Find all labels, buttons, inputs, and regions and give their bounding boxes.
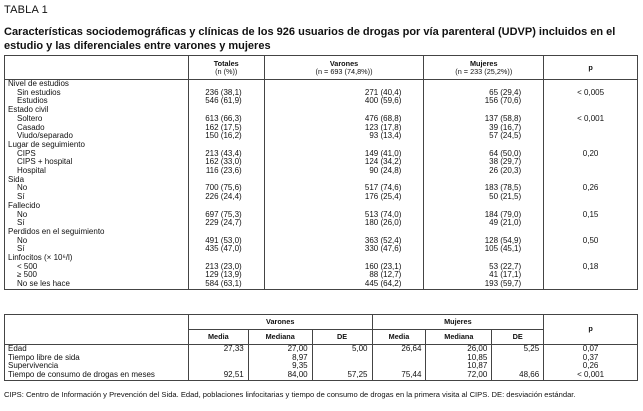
total-cell: 491 (53,0) <box>188 237 264 246</box>
total-cell: 226 (24,4) <box>188 193 264 202</box>
header-media: Media <box>188 330 248 345</box>
mujeres-cell <box>424 254 544 263</box>
mujeres-cell: 41 (17,1) <box>424 271 544 280</box>
continuous-header-row <box>5 315 638 330</box>
p-value-cell <box>544 97 638 106</box>
mujeres-media-cell: 26,64 <box>372 345 426 354</box>
total-cell: 116 (23,6) <box>188 167 264 176</box>
table-row <box>5 193 638 202</box>
row-label: < 500 <box>5 263 189 272</box>
table-row <box>5 167 638 176</box>
mujeres-cell <box>424 141 544 150</box>
varones-media-cell: 27,33 <box>188 345 248 354</box>
mujeres-cell: 65 (29,4) <box>424 89 544 98</box>
total-cell: 162 (33,0) <box>188 158 264 167</box>
row-label: Sí <box>5 219 189 228</box>
row-label: Casado <box>5 124 189 133</box>
header-totales: Totales (n (%)) <box>188 56 264 80</box>
varones-cell: 149 (41,0) <box>264 150 424 159</box>
row-label: No <box>5 211 189 220</box>
table-row <box>5 176 638 185</box>
total-cell: 229 (24,7) <box>188 219 264 228</box>
total-cell: 613 (66,3) <box>188 115 264 124</box>
header-mediana: Mediana <box>426 330 492 345</box>
row-label: ≥ 500 <box>5 271 189 280</box>
varones-mediana-cell: 9,35 <box>248 362 312 371</box>
mujeres-cell: 39 (16,7) <box>424 124 544 133</box>
row-label: Lugar de seguimiento <box>5 141 189 150</box>
continuous-variables-table <box>4 314 638 381</box>
varones-cell: 180 (26,0) <box>264 219 424 228</box>
total-cell: 213 (43,4) <box>188 150 264 159</box>
mujeres-mediana-cell: 72,00 <box>426 371 492 380</box>
mujeres-cell: 50 (21,5) <box>424 193 544 202</box>
row-label: Viudo/separado <box>5 132 189 141</box>
mujeres-cell: 156 (70,6) <box>424 97 544 106</box>
header-p: p <box>544 56 638 80</box>
p-value-cell <box>544 158 638 167</box>
p-value-cell <box>544 167 638 176</box>
row-label: Supervivencia <box>5 362 189 371</box>
mujeres-cell: 105 (45,1) <box>424 245 544 254</box>
table-label: TABLA 1 <box>4 4 48 16</box>
table-row <box>5 80 638 89</box>
p-value-cell <box>544 132 638 141</box>
mujeres-mediana-cell: 26,00 <box>426 345 492 354</box>
varones-de-cell: 57,25 <box>312 371 372 380</box>
mujeres-cell <box>424 202 544 211</box>
row-label: CIPS <box>5 150 189 159</box>
header-de: DE <box>312 330 372 345</box>
mujeres-cell: 184 (79,0) <box>424 211 544 220</box>
varones-de-cell: 5,00 <box>312 345 372 354</box>
row-label: Estado civil <box>5 106 189 115</box>
p-value-cell <box>544 271 638 280</box>
total-cell: 700 (75,6) <box>188 184 264 193</box>
mujeres-mediana-cell: 10,85 <box>426 354 492 363</box>
row-label: No <box>5 184 189 193</box>
header-p: p <box>544 315 638 345</box>
header-mujeres: Mujeres (n = 233 (25,2%)) <box>424 56 544 80</box>
total-cell: 213 (23,0) <box>188 263 264 272</box>
p-value-cell: 0,26 <box>544 184 638 193</box>
mujeres-cell: 193 (59,7) <box>424 280 544 289</box>
row-label: Fallecido <box>5 202 189 211</box>
p-value-cell: 0,26 <box>544 362 638 371</box>
footnote: CIPS: Centro de Información y Prevención del Sida. Edad, poblaciones linfocitarias y tiempo de consumo de drogas en la primera visita al CIPS. DE: desviación estándar. <box>4 390 576 399</box>
p-value-cell: 0,20 <box>544 150 638 159</box>
total-cell: 546 (61,9) <box>188 97 264 106</box>
total-cell: 236 (38,1) <box>188 89 264 98</box>
mujeres-cell: 38 (29,7) <box>424 158 544 167</box>
varones-cell: 93 (13,4) <box>264 132 424 141</box>
mujeres-cell: 137 (58,8) <box>424 115 544 124</box>
p-value-cell: 0,15 <box>544 211 638 220</box>
row-label: No se les hace <box>5 280 189 289</box>
table-row <box>5 184 638 193</box>
row-label: Sí <box>5 193 189 202</box>
varones-cell: 160 (23,1) <box>264 263 424 272</box>
demographics-body <box>5 80 638 290</box>
mujeres-cell: 64 (50,0) <box>424 150 544 159</box>
header-de: DE <box>492 330 544 345</box>
table-row <box>5 97 638 106</box>
varones-cell: 363 (52,4) <box>264 237 424 246</box>
varones-media-cell <box>188 354 248 363</box>
demographics-table <box>4 55 638 290</box>
mujeres-cell: 26 (20,3) <box>424 167 544 176</box>
row-label: No <box>5 237 189 246</box>
mujeres-cell: 183 (78,5) <box>424 184 544 193</box>
total-cell: 697 (75,3) <box>188 211 264 220</box>
table-row <box>5 263 638 272</box>
total-cell: 584 (63,1) <box>188 280 264 289</box>
mujeres-cell <box>424 106 544 115</box>
continuous-body <box>5 345 638 381</box>
table-title: Características sociodemográficas y clínicas de los 926 usuarios de drogas por vía parenteral (UDVP) incluidos en el estudio y las diferenciales entre varones y mujeres <box>4 26 616 52</box>
p-value-cell: < 0,001 <box>544 371 638 380</box>
varones-media-cell: 92,51 <box>188 371 248 380</box>
row-label: Hospital <box>5 167 189 176</box>
p-value-cell: < 0,001 <box>544 115 638 124</box>
varones-cell: 445 (64,2) <box>264 280 424 289</box>
p-value-cell: 0,18 <box>544 263 638 272</box>
header-varones: Varones (n = 693 (74,8%)) <box>264 56 424 80</box>
p-value-cell: < 0,005 <box>544 89 638 98</box>
table-row <box>5 141 638 150</box>
total-cell: 129 (13,9) <box>188 271 264 280</box>
mujeres-cell <box>424 176 544 185</box>
table-row <box>5 228 638 237</box>
varones-cell: 476 (68,8) <box>264 115 424 124</box>
total-cell: 435 (47,0) <box>188 245 264 254</box>
varones-mediana-cell: 27,00 <box>248 345 312 354</box>
header-media: Media <box>372 330 426 345</box>
table-row <box>5 202 638 211</box>
varones-mediana-cell: 84,00 <box>248 371 312 380</box>
mujeres-cell <box>424 228 544 237</box>
total-cell: 150 (16,2) <box>188 132 264 141</box>
row-label: Tiempo de consumo de drogas en meses <box>5 371 189 380</box>
p-value-cell: 0,07 <box>544 345 638 354</box>
row-label: Sida <box>5 176 189 185</box>
table-row <box>5 345 638 354</box>
header-cell <box>5 315 189 345</box>
p-value-cell <box>544 280 638 289</box>
varones-cell: 271 (40,4) <box>264 89 424 98</box>
table-row <box>5 211 638 220</box>
mujeres-cell: 128 (54,9) <box>424 237 544 246</box>
table-row <box>5 132 638 141</box>
row-label: Nivel de estudios <box>5 80 189 89</box>
table-row <box>5 271 638 280</box>
mujeres-de-cell: 48,66 <box>492 371 544 380</box>
varones-cell: 88 (12,7) <box>264 271 424 280</box>
varones-cell: 176 (25,4) <box>264 193 424 202</box>
table-row <box>5 106 638 115</box>
row-label: Linfocitos (× 10⁶/l) <box>5 254 189 263</box>
varones-cell: 513 (74,0) <box>264 211 424 220</box>
p-value-cell: 0,37 <box>544 354 638 363</box>
p-value-cell <box>544 219 638 228</box>
mujeres-cell: 57 (24,5) <box>424 132 544 141</box>
row-label: Estudios <box>5 97 189 106</box>
table-row <box>5 245 638 254</box>
varones-cell: 400 (59,6) <box>264 97 424 106</box>
p-value-cell: 0,50 <box>544 237 638 246</box>
p-value-cell <box>544 124 638 133</box>
varones-cell: 124 (34,2) <box>264 158 424 167</box>
table-row <box>5 89 638 98</box>
mujeres-de-cell: 5,25 <box>492 345 544 354</box>
table-row <box>5 254 638 263</box>
header-cell <box>5 56 189 80</box>
table-row <box>5 150 638 159</box>
table-row <box>5 115 638 124</box>
varones-cell: 123 (17,8) <box>264 124 424 133</box>
table-row <box>5 237 638 246</box>
mujeres-cell: 49 (21,0) <box>424 219 544 228</box>
total-cell: 162 (17,5) <box>188 124 264 133</box>
varones-cell: 517 (74,6) <box>264 184 424 193</box>
row-label: Edad <box>5 345 189 354</box>
header-mujeres-group: Mujeres <box>372 315 544 330</box>
row-label: Sí <box>5 245 189 254</box>
mujeres-media-cell <box>372 354 426 363</box>
mujeres-cell: 53 (22,7) <box>424 263 544 272</box>
varones-cell: 330 (47,6) <box>264 245 424 254</box>
mujeres-cell <box>424 80 544 89</box>
mujeres-de-cell <box>492 354 544 363</box>
table-row <box>5 354 638 363</box>
table-row <box>5 371 638 380</box>
row-label: CIPS + hospital <box>5 158 189 167</box>
varones-cell: 90 (24,8) <box>264 167 424 176</box>
row-label: Soltero <box>5 115 189 124</box>
header-mediana: Mediana <box>248 330 312 345</box>
mujeres-mediana-cell: 10,87 <box>426 362 492 371</box>
varones-de-cell <box>312 354 372 363</box>
header-varones-group: Varones <box>188 315 372 330</box>
row-label: Sin estudios <box>5 89 189 98</box>
row-label: Tiempo libre de sida <box>5 354 189 363</box>
p-value-cell <box>544 245 638 254</box>
p-value-cell <box>544 193 638 202</box>
row-label: Perdidos en el seguimiento <box>5 228 189 237</box>
varones-mediana-cell: 8,97 <box>248 354 312 363</box>
table-row <box>5 158 638 167</box>
table-row <box>5 124 638 133</box>
demographics-header-row <box>5 56 638 80</box>
mujeres-media-cell: 75,44 <box>372 371 426 380</box>
table-row <box>5 280 638 289</box>
